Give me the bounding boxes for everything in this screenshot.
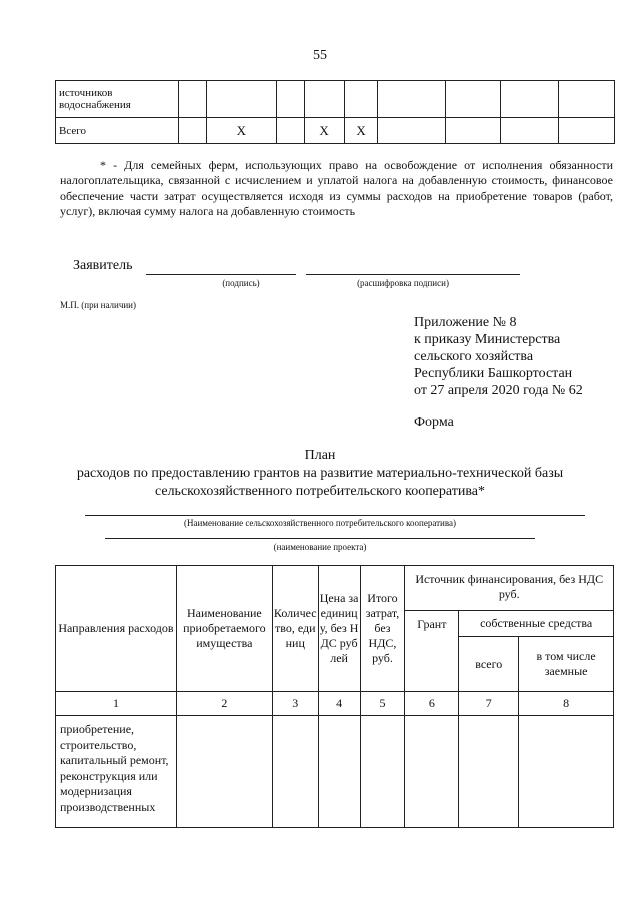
table-row	[56, 716, 614, 828]
column-number: 7	[459, 692, 519, 716]
appendix-line: Приложение № 8	[414, 315, 517, 330]
table-cell	[501, 118, 559, 144]
table-cell	[206, 81, 276, 118]
form-label: Форма	[414, 415, 454, 430]
top-table	[55, 80, 615, 144]
column-number: 8	[519, 692, 614, 716]
table-cell	[360, 716, 405, 828]
coop-caption: (Наименование сельскохозяйственного потребительского кооператива)	[184, 518, 456, 528]
column-number: 4	[318, 692, 360, 716]
header-own-total: всего	[459, 637, 519, 692]
table-cell	[459, 716, 519, 828]
signature-caption: (подпись)	[222, 278, 260, 288]
plan-title: План	[304, 448, 336, 463]
table-cell	[276, 118, 304, 144]
coop-name-line	[85, 515, 585, 516]
appendix-line: от 27 апреля 2020 года № 62	[414, 383, 583, 398]
plan-subtitle-line2: сельскохозяйственного потребительского кооператива*	[154, 484, 486, 499]
table-cell	[272, 716, 318, 828]
applicant-label: Заявитель	[73, 258, 133, 273]
table-cell	[519, 716, 614, 828]
table-cell	[178, 118, 206, 144]
header-property: Наименование приобретаемого имущества	[176, 566, 272, 692]
appendix-line: сельского хозяйства	[414, 349, 534, 364]
column-number: 1	[56, 692, 177, 716]
table-row	[56, 118, 615, 144]
header-total: Итого затрат, без НДС, руб.	[360, 566, 405, 692]
table-cell	[559, 81, 615, 118]
table-cell	[446, 118, 501, 144]
row-label: Всего	[56, 118, 179, 144]
decoding-caption: (расшифровка подписи)	[357, 278, 449, 288]
page-number: 55	[313, 48, 327, 63]
column-number: 5	[360, 692, 405, 716]
table-cell	[178, 81, 206, 118]
table-cell	[318, 716, 360, 828]
table-cell	[378, 118, 446, 144]
signature-line	[146, 274, 296, 275]
appendix-block	[414, 314, 583, 399]
footnote: * - Для семейных ферм, использующих право на освобождение от исполнения обязанности налогоплательщика, связанной с исчислением и уплатой налога на добавленную стоимость, финансовое обеспечение части затрат осуществляется исходя из суммы расходов на приобретение товаров (работ, услуг), включая сумму налога на добавленную стоимость	[60, 158, 613, 219]
project-name-line	[105, 538, 535, 539]
appendix-line: Республики Башкортостан	[414, 366, 573, 381]
header-price: Цена за единицу, без НДС рублей	[318, 566, 360, 692]
table-cell	[446, 81, 501, 118]
table-cell	[344, 81, 378, 118]
table-cell	[304, 81, 344, 118]
stamp-caption: М.П. (при наличии)	[60, 300, 136, 310]
header-own-funds: собственные средства	[459, 611, 614, 637]
column-number: 3	[272, 692, 318, 716]
column-number: 2	[176, 692, 272, 716]
column-number: 6	[405, 692, 459, 716]
header-quantity: Количество, единиц	[272, 566, 318, 692]
table-cell: X	[344, 118, 378, 144]
table-cell	[559, 118, 615, 144]
appendix-line: к приказу Министерства	[414, 332, 561, 347]
header-direction: Направления расходов	[56, 566, 177, 692]
table-row	[56, 81, 615, 118]
decoding-line	[306, 274, 520, 275]
header-grant: Грант	[405, 611, 459, 692]
row-label: источников водоснабжения	[56, 81, 179, 118]
table-cell	[405, 716, 459, 828]
column-numbers-row	[56, 692, 614, 716]
plan-subtitle-line1: расходов по предоставлению грантов на развитие материально-технической базы	[76, 466, 564, 481]
project-caption: (наименование проекта)	[273, 542, 367, 552]
header-source: Источник финансирования, без НДС руб.	[405, 566, 614, 611]
table-cell	[176, 716, 272, 828]
table-cell: X	[304, 118, 344, 144]
row-label: приобретение, строительство, капитальный ремонт, реконструкция или модернизация производственных	[56, 716, 177, 828]
header-own-borrowed: в том числе заемные	[519, 637, 614, 692]
table-cell	[276, 81, 304, 118]
table-cell	[378, 81, 446, 118]
table-cell: X	[206, 118, 276, 144]
plan-table	[55, 565, 614, 828]
table-cell	[501, 81, 559, 118]
